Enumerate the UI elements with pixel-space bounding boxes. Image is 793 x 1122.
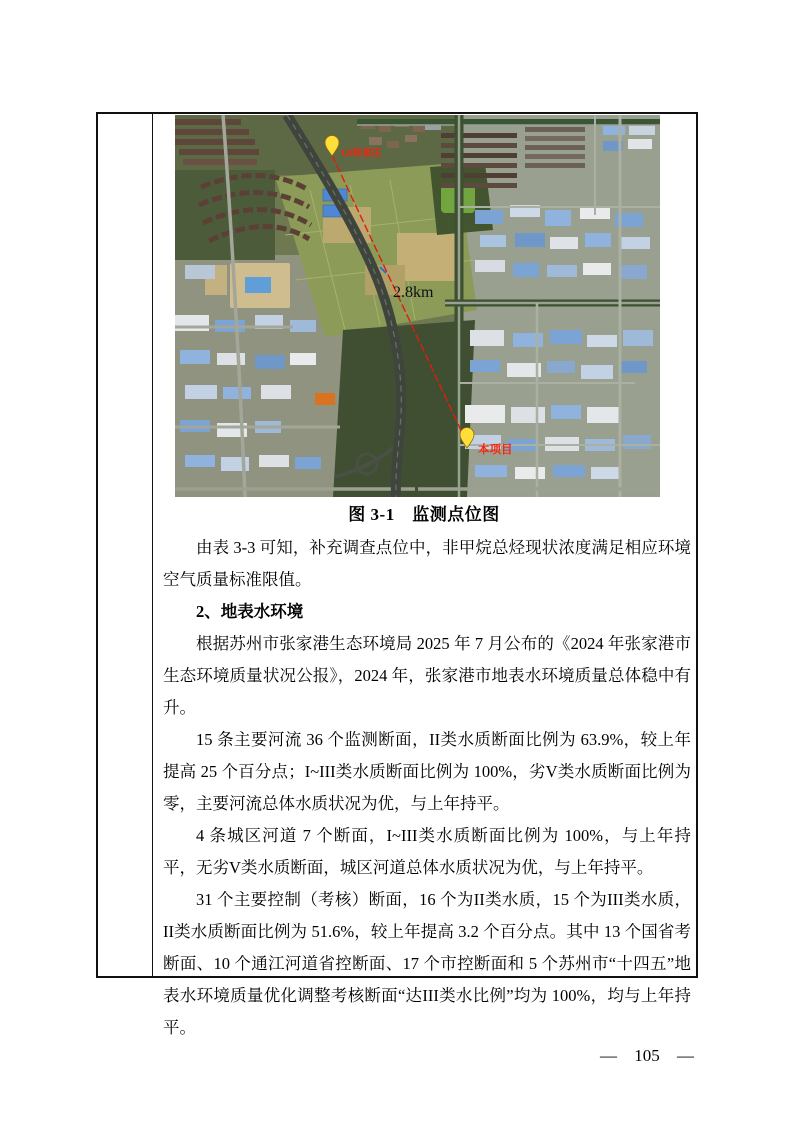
figure-caption: 图 3-1 监测点位图 (348, 505, 500, 524)
paragraph-rivers: 15 条主要河流 36 个监测断面，II类水质断面比例为 63.9%，较上年提高 25 个百分点；I~III类水质断面比例为 100%，劣V类水质断面比例为零，主要河流总体水质状况为优，与上年持平。 (163, 730, 691, 813)
paragraph-report: 根据苏州市张家港生态环境局 2025 年 7 月公布的《2024 年张家港市生态环境质量状况公报》，2024 年，张家港市地表水环境质量总体稳中有升。 (163, 634, 691, 717)
page-number: 105 (634, 1046, 660, 1065)
table-cell-frame (96, 112, 698, 1037)
satellite-map (175, 115, 660, 497)
table-column-divider (152, 114, 153, 976)
footer-right-dash: — (677, 1046, 694, 1065)
section-heading-surface-water: 2、地表水环境 (196, 602, 304, 621)
map-distance-label: 2.8km (393, 284, 434, 301)
page-footer (600, 1046, 694, 1066)
footer-left-dash: — (600, 1046, 617, 1065)
paragraph-control-sections: 31 个主要控制（考核）断面，16 个为II类水质，15 个为III类水质，II类水质断面比例为 51.6%，较上年提高 3.2 个百分点。其中 13 个国省考断面、10 个通江河道省控断面、17 个市控断面和 5 个苏州市“十四五”地表水环境质量优化调整考核断面“达III类水比例”均为 100%，均与上年持平。 (163, 890, 691, 1037)
paragraph-urban-channels: 4 条城区河道 7 个断面，I~III类水质断面比例为 100%，与上年持平，无劣V类水质断面，城区河道总体水质状况为优，与上年持平。 (163, 826, 691, 877)
map-point2-label: 本项目 (478, 444, 513, 456)
map-point1-label: G9旺家庄 (341, 149, 382, 159)
paragraph-intro: 由表 3-3 可知，补充调查点位中，非甲烷总烃现状浓度满足相应环境空气质量标准限值。 (163, 538, 691, 589)
body-text (163, 532, 691, 1044)
monitoring-map-figure (175, 115, 660, 497)
